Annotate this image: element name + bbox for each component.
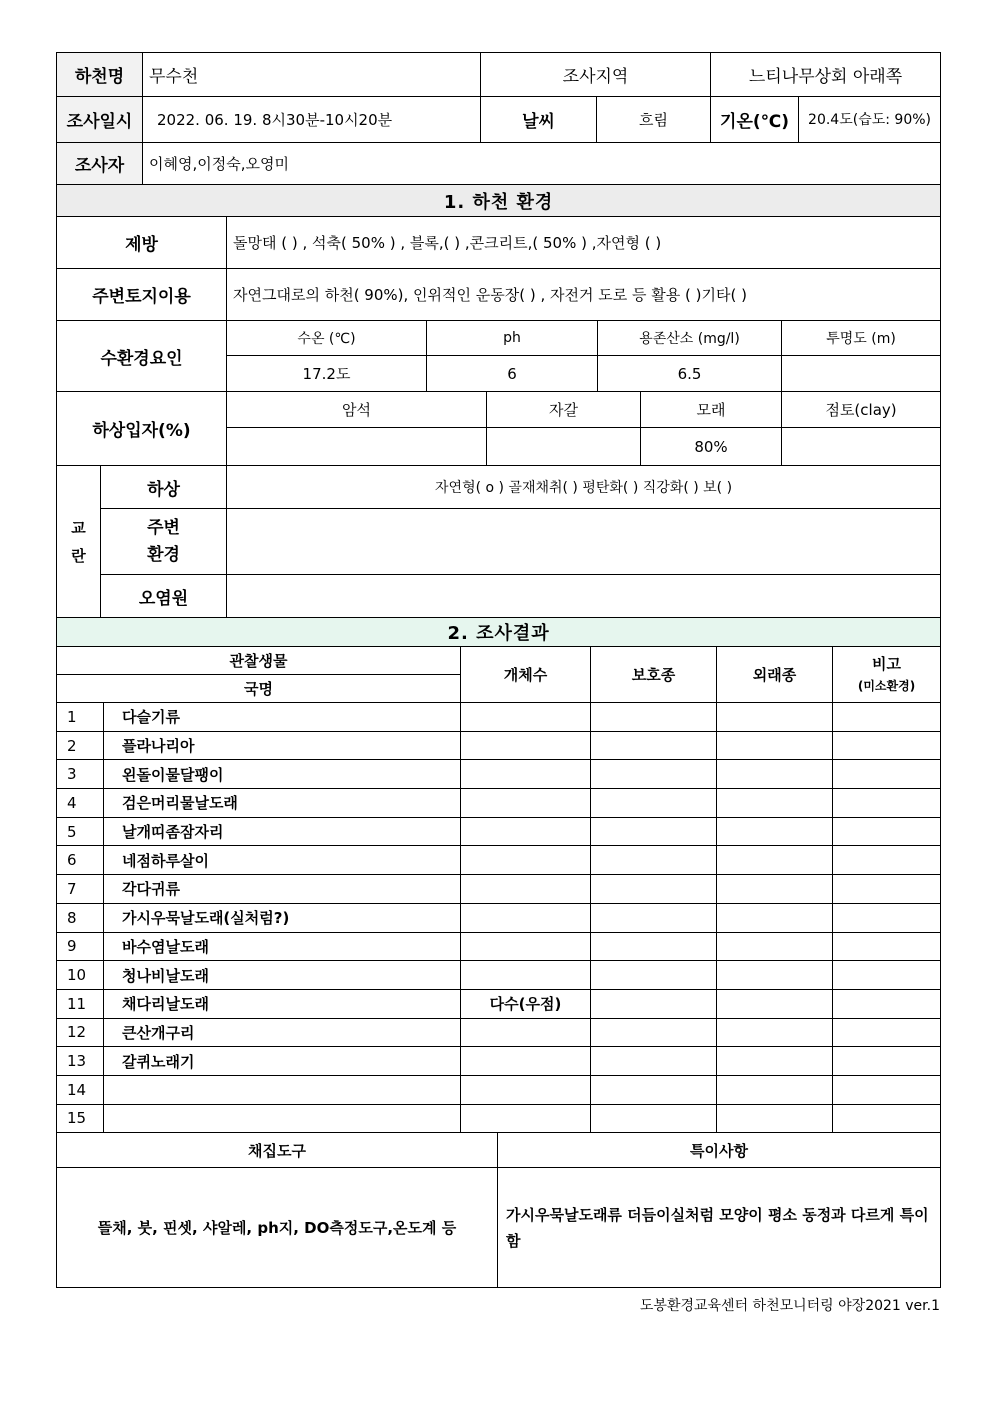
foreign-cell bbox=[717, 932, 833, 961]
section1-title: 1. 하천 환경 bbox=[57, 185, 941, 217]
observed-organisms-header: 관찰생물 bbox=[57, 647, 461, 675]
table-row bbox=[57, 789, 941, 818]
foreign-cell bbox=[717, 903, 833, 932]
table-row bbox=[57, 846, 941, 875]
foreign-cell bbox=[717, 789, 833, 818]
remark-cell bbox=[833, 1047, 941, 1076]
protected-cell bbox=[591, 961, 717, 990]
protected-cell bbox=[591, 731, 717, 760]
remark-header-sub: (미소환경) bbox=[857, 678, 916, 693]
remark-cell bbox=[833, 1104, 941, 1133]
disturb-env-label bbox=[101, 509, 227, 575]
species-number: 14 bbox=[57, 1075, 104, 1104]
protected-cell bbox=[591, 1104, 717, 1133]
species-name: 각다귀류 bbox=[104, 875, 461, 904]
disturb-env-value bbox=[227, 509, 941, 575]
protected-cell bbox=[591, 903, 717, 932]
transparency-header: 투명도 (m) bbox=[782, 321, 941, 356]
species-name: 가시우묵날도래(실처럼?) bbox=[104, 903, 461, 932]
river-environment-table bbox=[56, 184, 941, 618]
collection-tools-value: 뜰채, 붓, 핀셋, 샤알레, ph지, DO측정도구,온도계 등 bbox=[57, 1168, 498, 1288]
surveyor-value: 이혜영,이정숙,오영미 bbox=[143, 143, 941, 185]
weather-label: 날씨 bbox=[481, 97, 597, 143]
species-name: 청나비날도래 bbox=[104, 961, 461, 990]
species-number: 5 bbox=[57, 817, 104, 846]
protected-cell bbox=[591, 703, 717, 732]
special-notes-value: 가시우묵날도래류 더듬이실처럼 모양이 평소 동정과 다르게 특이함 bbox=[498, 1168, 941, 1288]
remark-cell bbox=[833, 1018, 941, 1047]
survey-date-label: 조사일시 bbox=[57, 97, 143, 143]
protected-cell bbox=[591, 875, 717, 904]
water-factors-label: 수환경요인 bbox=[57, 321, 227, 392]
bed-particle-label: 하상입자(%) bbox=[57, 392, 227, 466]
protected-cell bbox=[591, 1047, 717, 1076]
species-count bbox=[461, 703, 591, 732]
species-count bbox=[461, 1018, 591, 1047]
remark-header bbox=[833, 647, 941, 703]
water-temp-value: 17.2도 bbox=[227, 356, 427, 392]
foreign-cell bbox=[717, 846, 833, 875]
table-row bbox=[57, 1075, 941, 1104]
land-use-value: 자연그대로의 하천( 90%), 인위적인 운동장( ) , 자전거 도로 등 활용 ( )기타( ) bbox=[227, 269, 941, 321]
weather-value: 흐림 bbox=[597, 97, 711, 143]
info-table bbox=[56, 52, 941, 185]
protected-cell bbox=[591, 989, 717, 1018]
remark-cell bbox=[833, 932, 941, 961]
species-list bbox=[57, 703, 941, 1133]
disturb-bed-value: 자연형( o ) 골재채취( ) 평탄화( ) 직강화( ) 보( ) bbox=[227, 466, 941, 509]
remark-cell bbox=[833, 875, 941, 904]
protected-cell bbox=[591, 846, 717, 875]
transparency-value bbox=[782, 356, 941, 392]
species-count bbox=[461, 731, 591, 760]
protected-cell bbox=[591, 1018, 717, 1047]
species-count bbox=[461, 875, 591, 904]
survey-date-value: 2022. 06. 19. 8시30분-10시20분 bbox=[143, 97, 481, 143]
remark-cell bbox=[833, 760, 941, 789]
table-row bbox=[57, 961, 941, 990]
table-row bbox=[57, 1047, 941, 1076]
clay-value bbox=[782, 428, 941, 466]
disturb-bed-label: 하상 bbox=[101, 466, 227, 509]
remark-cell bbox=[833, 903, 941, 932]
foreign-cell bbox=[717, 760, 833, 789]
sand-value: 80% bbox=[641, 428, 782, 466]
species-name: 채다리날도래 bbox=[104, 989, 461, 1018]
disturb-env-label-text: 주변 환경 bbox=[147, 517, 180, 565]
species-number: 10 bbox=[57, 961, 104, 990]
foreign-cell bbox=[717, 989, 833, 1018]
foreign-cell bbox=[717, 1018, 833, 1047]
count-header: 개체수 bbox=[461, 647, 591, 703]
table-row bbox=[57, 760, 941, 789]
species-number: 1 bbox=[57, 703, 104, 732]
species-name: 왼돌이물달팽이 bbox=[104, 760, 461, 789]
table-row bbox=[57, 932, 941, 961]
ph-value: 6 bbox=[427, 356, 598, 392]
species-name: 검은머리물날도래 bbox=[104, 789, 461, 818]
protected-cell bbox=[591, 789, 717, 818]
foreign-cell bbox=[717, 1047, 833, 1076]
remark-cell bbox=[833, 989, 941, 1018]
surveyor-label: 조사자 bbox=[57, 143, 143, 185]
gravel-header: 자갈 bbox=[487, 392, 641, 428]
species-number: 8 bbox=[57, 903, 104, 932]
tools-notes-table bbox=[56, 1132, 941, 1288]
table-row bbox=[57, 731, 941, 760]
rock-value bbox=[227, 428, 487, 466]
species-count bbox=[461, 1104, 591, 1133]
table-row bbox=[57, 903, 941, 932]
remark-cell bbox=[833, 961, 941, 990]
survey-results-table bbox=[56, 617, 941, 1133]
pollution-source-label: 오염원 bbox=[101, 575, 227, 618]
river-name-value: 무수천 bbox=[143, 53, 481, 97]
species-number: 15 bbox=[57, 1104, 104, 1133]
gravel-value bbox=[487, 428, 641, 466]
collection-tools-header: 채집도구 bbox=[57, 1133, 498, 1168]
species-number: 11 bbox=[57, 989, 104, 1018]
korean-name-header: 국명 bbox=[57, 675, 461, 703]
water-temp-header: 수온 (℃) bbox=[227, 321, 427, 356]
species-name: 바수염날도래 bbox=[104, 932, 461, 961]
species-name: 날개띠좀잠자리 bbox=[104, 817, 461, 846]
species-number: 12 bbox=[57, 1018, 104, 1047]
foreign-cell bbox=[717, 817, 833, 846]
remark-cell bbox=[833, 817, 941, 846]
species-name: 큰산개구리 bbox=[104, 1018, 461, 1047]
disturbance-label-text: 교란 bbox=[71, 518, 86, 565]
protected-cell bbox=[591, 932, 717, 961]
species-name: 네점하루살이 bbox=[104, 846, 461, 875]
survey-area-value: 느티나무상회 아래쪽 bbox=[711, 53, 941, 97]
remark-cell bbox=[833, 703, 941, 732]
dissolved-oxygen-value: 6.5 bbox=[598, 356, 782, 392]
foreign-species-header: 외래종 bbox=[717, 647, 833, 703]
protected-cell bbox=[591, 760, 717, 789]
species-name: 다슬기류 bbox=[104, 703, 461, 732]
species-name: 플라나리아 bbox=[104, 731, 461, 760]
table-row bbox=[57, 875, 941, 904]
temperature-value: 20.4도(습도: 90%) bbox=[799, 97, 941, 143]
species-number: 3 bbox=[57, 760, 104, 789]
temperature-label: 기온(℃) bbox=[711, 97, 799, 143]
species-number: 4 bbox=[57, 789, 104, 818]
clay-header: 점토(clay) bbox=[782, 392, 941, 428]
species-count bbox=[461, 817, 591, 846]
species-name bbox=[104, 1075, 461, 1104]
ph-header: ph bbox=[427, 321, 598, 356]
remark-header-label: 비고 bbox=[872, 654, 902, 673]
species-number: 2 bbox=[57, 731, 104, 760]
table-row bbox=[57, 703, 941, 732]
protected-cell bbox=[591, 817, 717, 846]
remark-cell bbox=[833, 1075, 941, 1104]
remark-cell bbox=[833, 731, 941, 760]
species-count: 다수(우점) bbox=[461, 989, 591, 1018]
sand-header: 모래 bbox=[641, 392, 782, 428]
species-name bbox=[104, 1104, 461, 1133]
pollution-source-value bbox=[227, 575, 941, 618]
protected-cell bbox=[591, 1075, 717, 1104]
foreign-cell bbox=[717, 703, 833, 732]
survey-sheet bbox=[56, 52, 940, 1288]
survey-area-label: 조사지역 bbox=[481, 53, 711, 97]
foreign-cell bbox=[717, 1075, 833, 1104]
section2-title: 2. 조사결과 bbox=[57, 618, 941, 647]
river-name-label: 하천명 bbox=[57, 53, 143, 97]
foreign-cell bbox=[717, 961, 833, 990]
dissolved-oxygen-header: 용존산소 (mg/l) bbox=[598, 321, 782, 356]
species-name: 갈퀴노래기 bbox=[104, 1047, 461, 1076]
table-row bbox=[57, 817, 941, 846]
species-number: 13 bbox=[57, 1047, 104, 1076]
embankment-label: 제방 bbox=[57, 217, 227, 269]
disturbance-label bbox=[57, 466, 101, 618]
remark-cell bbox=[833, 789, 941, 818]
foreign-cell bbox=[717, 731, 833, 760]
form-credit: 도봉환경교육센터 하천모니터링 야장2021 ver.1 bbox=[639, 1298, 940, 1314]
species-number: 9 bbox=[57, 932, 104, 961]
species-number: 6 bbox=[57, 846, 104, 875]
species-count bbox=[461, 789, 591, 818]
table-row bbox=[57, 1104, 941, 1133]
species-count bbox=[461, 961, 591, 990]
foreign-cell bbox=[717, 875, 833, 904]
protected-species-header: 보호종 bbox=[591, 647, 717, 703]
species-count bbox=[461, 1047, 591, 1076]
rock-header: 암석 bbox=[227, 392, 487, 428]
embankment-value: 돌망태 ( ) , 석축( 50% ) , 블록,( ) ,콘크리트,( 50% ) ,자연형 ( ) bbox=[227, 217, 941, 269]
species-count bbox=[461, 1075, 591, 1104]
foreign-cell bbox=[717, 1104, 833, 1133]
species-count bbox=[461, 932, 591, 961]
species-count bbox=[461, 846, 591, 875]
species-count bbox=[461, 760, 591, 789]
species-number: 7 bbox=[57, 875, 104, 904]
table-row bbox=[57, 1018, 941, 1047]
species-count bbox=[461, 903, 591, 932]
table-row bbox=[57, 989, 941, 1018]
land-use-label: 주변토지이용 bbox=[57, 269, 227, 321]
special-notes-header: 특이사항 bbox=[498, 1133, 941, 1168]
remark-cell bbox=[833, 846, 941, 875]
